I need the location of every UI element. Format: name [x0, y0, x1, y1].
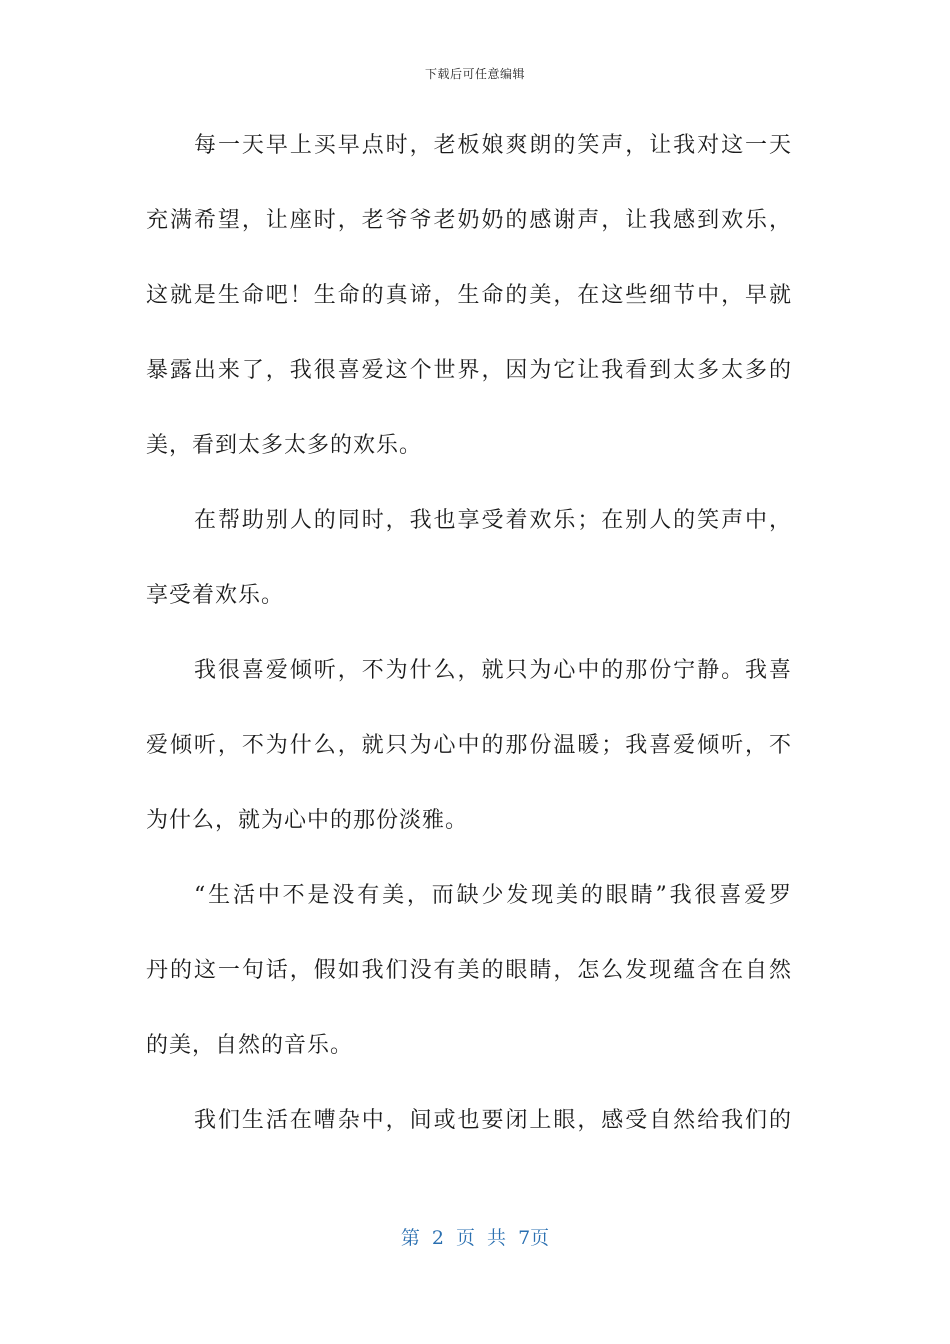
paragraph-line: 为什么，就为心中的那份淡雅。 — [146, 808, 469, 833]
paragraph-line: “生活中不是没有美，而缺少发现美的眼睛”我很喜爱罗 — [194, 883, 792, 908]
paragraph-line: 丹的这一句话，假如我们没有美的眼睛，怎么发现蕴含在自然 — [146, 958, 792, 983]
paragraph-line: 我们生活在嘈杂中，间或也要闭上眼，感受自然给我们的 — [194, 1108, 792, 1133]
paragraph-line: 暴露出来了，我很喜爱这个世界，因为它让我看到太多太多的 — [146, 358, 792, 383]
document-body — [146, 108, 792, 1158]
paragraph-line: 每一天早上买早点时，老板娘爽朗的笑声，让我对这一天 — [194, 133, 792, 158]
paragraph-line: 这就是生命吧！生命的真谛，生命的美，在这些细节中，早就 — [146, 283, 792, 308]
paragraph-line: 的美，自然的音乐。 — [146, 1033, 354, 1058]
paragraph-line: 享受着欢乐。 — [146, 583, 285, 608]
paragraph-line: 我很喜爱倾听，不为什么，就只为心中的那份宁静。我喜 — [194, 658, 792, 683]
header-note: 下载后可任意编辑 — [424, 67, 525, 81]
page-number: 第 2 页 共 7页 — [400, 1227, 550, 1249]
paragraph-line: 爱倾听，不为什么，就只为心中的那份温暖；我喜爱倾听，不 — [146, 733, 792, 758]
paragraph-line: 在帮助别人的同时，我也享受着欢乐；在别人的笑声中， — [194, 508, 792, 533]
paragraph-line: 充满希望，让座时，老爷爷老奶奶的感谢声，让我感到欢乐， — [146, 208, 792, 233]
paragraph-line: 美，看到太多太多的欢乐。 — [146, 433, 423, 458]
